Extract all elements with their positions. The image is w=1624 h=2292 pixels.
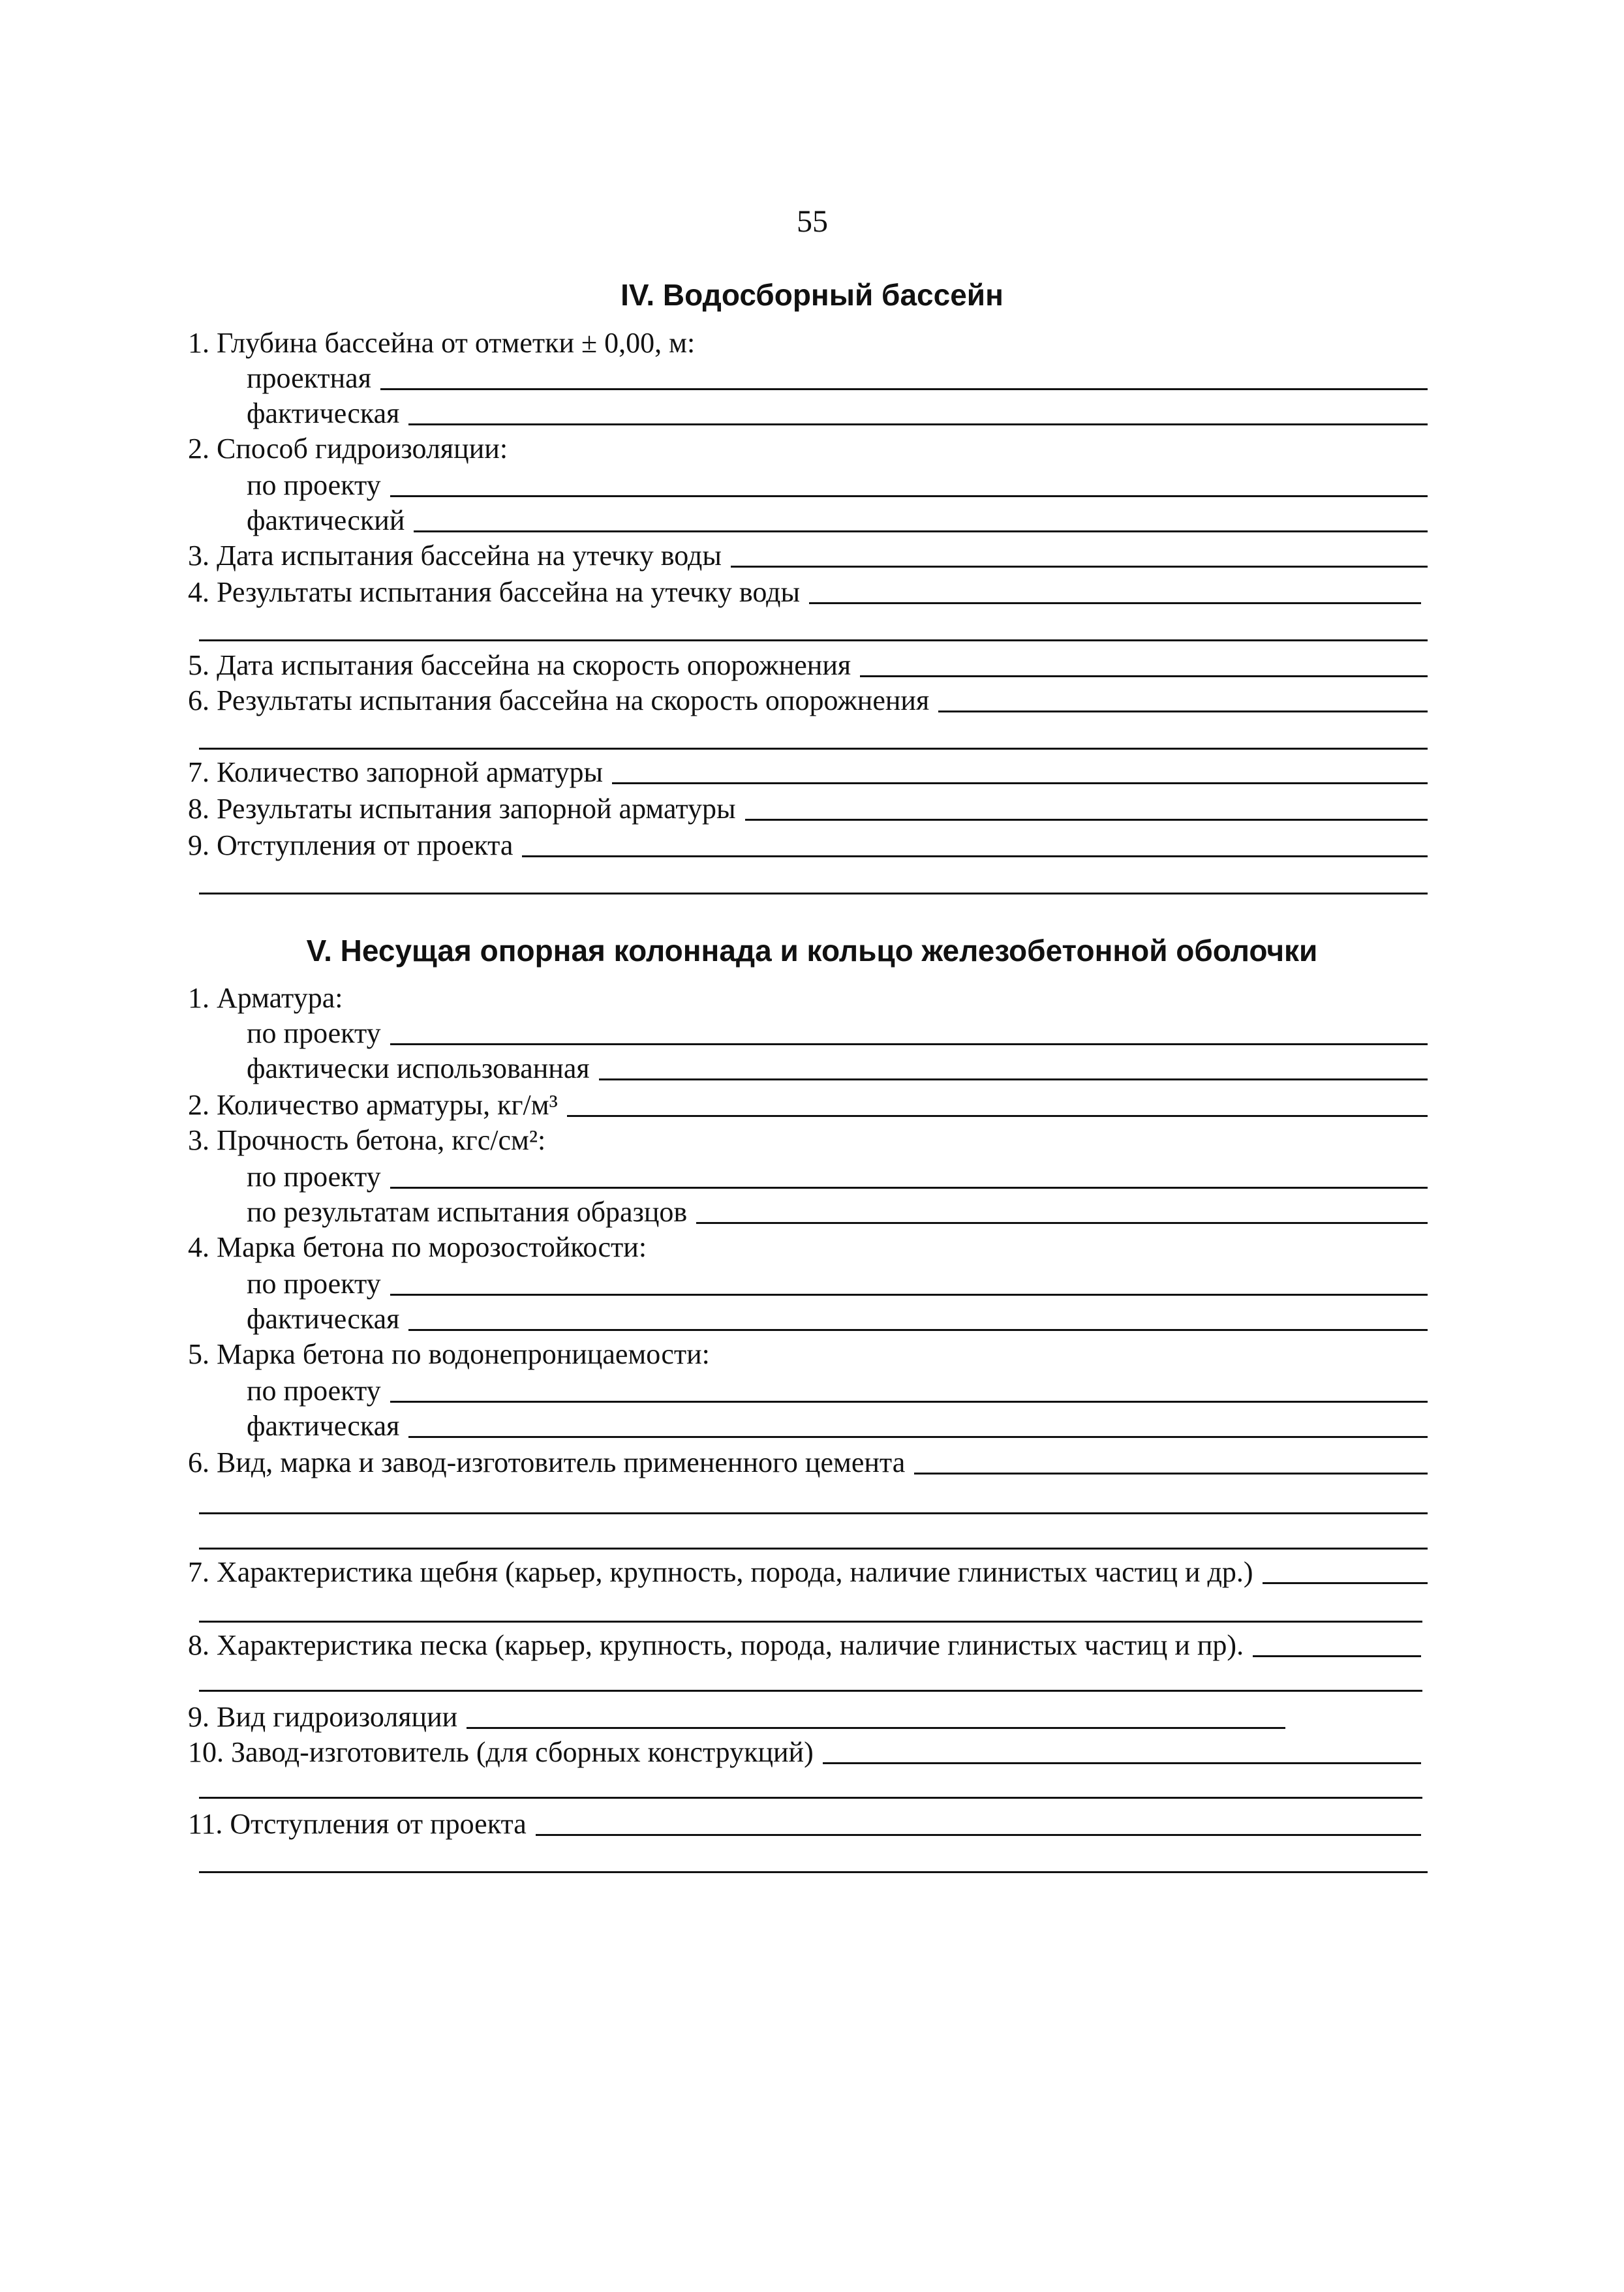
s5-item-1-project: по проекту — [247, 1011, 1428, 1048]
s5-item-4: 4. Марка бетона по морозостойкости: — [188, 1231, 647, 1263]
s5-item-8: 8. Характеристика песка (карьер, крупность, порода, наличие глинистых частиц и пр). — [188, 1623, 1421, 1660]
s5-item-10-extra-line[interactable] — [199, 1797, 1422, 1799]
s4-item-6: 6. Результаты испытания бассейна на скорость опорожнения — [188, 679, 1428, 715]
s5-item-1-project-field[interactable] — [390, 1043, 1428, 1045]
s5-item-4-actual-field[interactable] — [408, 1329, 1428, 1331]
s4-item-4-field[interactable] — [809, 602, 1421, 604]
s4-item-2-project: по проекту — [247, 463, 1428, 500]
s5-item-5-actual: фактическая — [247, 1404, 1428, 1441]
s4-item-1: 1. Глубина бассейна от отметки ± 0,00, м: — [188, 327, 696, 359]
s5-item-4-project-field[interactable] — [390, 1294, 1428, 1296]
s4-item-2: 2. Способ гидроизоляции: — [188, 433, 508, 465]
s5-item-5-project: по проекту — [247, 1369, 1428, 1405]
s4-item-1-project: проектная — [247, 356, 1428, 393]
s5-item-4-actual: фактическая — [247, 1297, 1428, 1334]
s4-item-1-actual: фактическая — [247, 391, 1428, 428]
s5-item-6: 6. Вид, марка и завод-изготовитель примененного цемента — [188, 1441, 1428, 1477]
s5-item-6-field[interactable] — [914, 1473, 1428, 1475]
s4-item-3-field[interactable] — [731, 566, 1428, 568]
section-v-title: V. Несущая опорная колоннада и кольцо железобетонной оболочки — [306, 934, 1318, 968]
s5-item-7: 7. Характеристика щебня (карьер, крупность, порода, наличие глинистых частиц и др.) — [188, 1550, 1428, 1587]
s4-item-9-extra-line[interactable] — [199, 893, 1428, 894]
s5-item-3-project-field[interactable] — [390, 1187, 1428, 1189]
s4-item-7: 7. Количество запорной арматуры — [188, 750, 1428, 787]
s4-item-9-field[interactable] — [522, 855, 1428, 857]
s4-item-7-field[interactable] — [612, 782, 1428, 784]
s4-item-8: 8. Результаты испытания запорной арматуры — [188, 787, 1428, 823]
s5-item-9: 9. Вид гидроизоляции — [188, 1695, 1285, 1732]
s4-item-2-actual: фактический — [247, 498, 1428, 535]
s5-item-11-extra-line[interactable] — [199, 1871, 1428, 1873]
s5-item-11-field[interactable] — [536, 1834, 1421, 1836]
s4-item-4-extra-line[interactable] — [199, 639, 1428, 641]
s5-item-5: 5. Марка бетона по водонепроницаемости: — [188, 1338, 710, 1370]
s4-item-9: 9. Отступления от проекта — [188, 823, 1428, 860]
s5-item-1-actual-field[interactable] — [599, 1078, 1428, 1080]
s4-item-1-actual-field[interactable] — [408, 423, 1428, 425]
s5-item-7-field[interactable] — [1263, 1582, 1428, 1584]
s4-item-5-field[interactable] — [860, 675, 1428, 677]
s4-item-6-field[interactable] — [938, 711, 1428, 712]
s5-item-10-field[interactable] — [823, 1762, 1421, 1764]
section-iv-title: IV. Водосборный бассейн — [620, 278, 1004, 312]
s5-item-2: 2. Количество арматуры, кг/м³ — [188, 1083, 1428, 1120]
s5-item-5-actual-field[interactable] — [408, 1436, 1428, 1438]
s5-item-11: 11. Отступления от проекта — [188, 1802, 1421, 1839]
s5-item-3-results-field[interactable] — [696, 1222, 1428, 1224]
s5-item-10: 10. Завод-изготовитель (для сборных конструкций) — [188, 1730, 1421, 1767]
page-number: 55 — [797, 204, 828, 239]
s5-item-3: 3. Прочность бетона, кгс/см²: — [188, 1124, 546, 1156]
s5-item-6-extra-line-2[interactable] — [199, 1548, 1428, 1550]
s5-item-5-project-field[interactable] — [390, 1401, 1428, 1403]
s4-item-2-actual-field[interactable] — [414, 530, 1428, 532]
s4-item-8-field[interactable] — [745, 819, 1428, 821]
s4-item-1-project-field[interactable] — [380, 388, 1428, 390]
s5-item-2-field[interactable] — [567, 1115, 1428, 1117]
s5-item-3-results: по результатам испытания образцов — [247, 1190, 1428, 1227]
s4-item-5: 5. Дата испытания бассейна на скорость опорожнения — [188, 643, 1428, 680]
s4-item-3: 3. Дата испытания бассейна на утечку воды — [188, 534, 1428, 570]
s4-item-4: 4. Результаты испытания бассейна на утечку воды — [188, 570, 1421, 607]
s5-item-1-actual: фактически использованная — [247, 1047, 1428, 1083]
s5-item-8-field[interactable] — [1253, 1655, 1421, 1657]
s5-item-9-field[interactable] — [467, 1727, 1285, 1729]
s5-item-3-project: по проекту — [247, 1155, 1428, 1191]
s5-item-4-project: по проекту — [247, 1262, 1428, 1298]
s5-item-8-extra-line[interactable] — [199, 1690, 1422, 1692]
s5-item-7-extra-line[interactable] — [199, 1621, 1422, 1623]
s4-item-2-project-field[interactable] — [390, 495, 1428, 497]
s5-item-6-extra-line-1[interactable] — [199, 1512, 1428, 1514]
s5-item-1: 1. Арматура: — [188, 982, 343, 1014]
s4-item-6-extra-line[interactable] — [199, 748, 1428, 750]
